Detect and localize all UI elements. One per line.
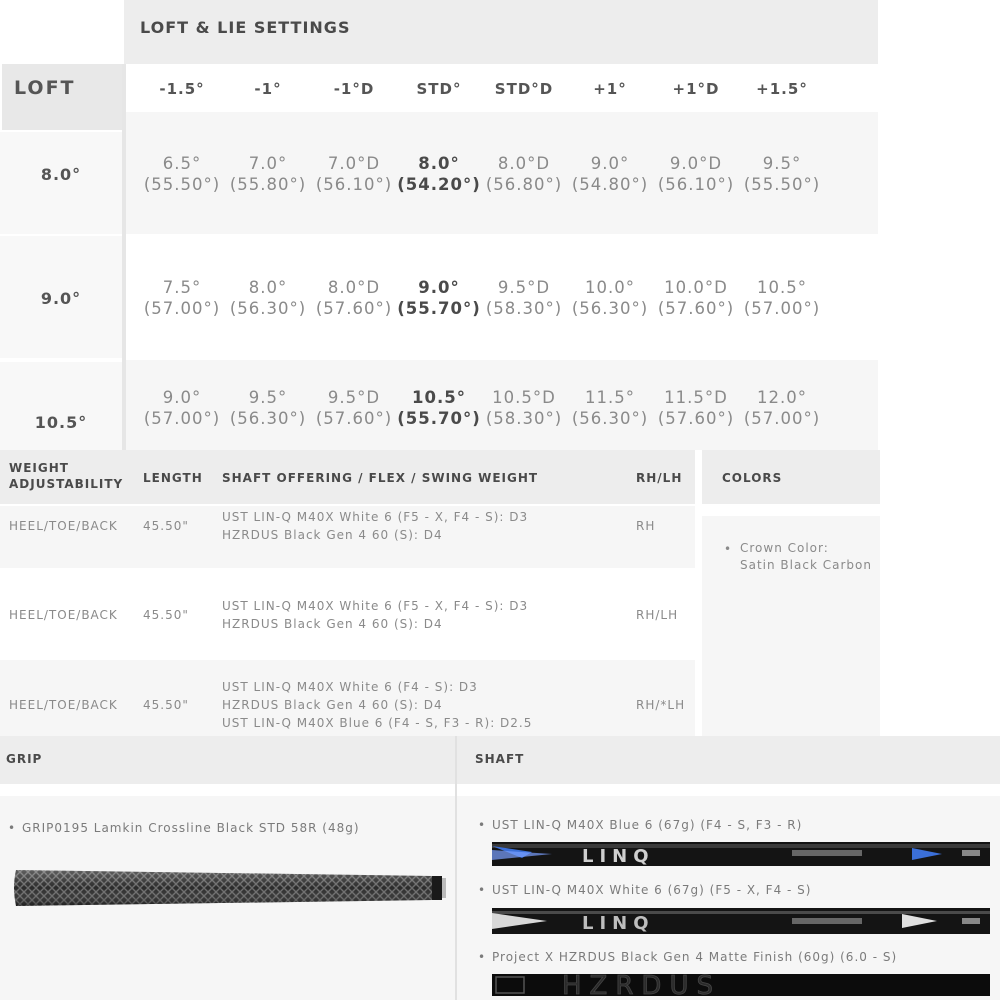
- loft-cell: 9.0° (57.00°): [143, 388, 221, 428]
- grip-header: GRIP: [6, 752, 43, 766]
- loft-cell: 10.0° (56.30°): [571, 278, 649, 318]
- loft-cell: 9.5°D (58.30°): [485, 278, 563, 318]
- loft-cell: 9.5°D (57.60°): [315, 388, 393, 428]
- loft-cell: 10.5°D (58.30°): [485, 388, 563, 428]
- header-colors: COLORS: [722, 471, 783, 485]
- col-header: STD°: [416, 80, 462, 98]
- shaft-bullet: •: [478, 818, 487, 832]
- loft-cell: 9.5° (55.50°): [743, 154, 821, 194]
- svg-text:LINQ: LINQ: [582, 913, 655, 934]
- grip-header-bar: [0, 736, 455, 784]
- header-weight-adjustability: WEIGHT ADJUSTABILITY: [9, 461, 124, 491]
- shaft-image-white: [492, 908, 990, 934]
- loft-lie-title-bar: [124, 0, 878, 64]
- loft-cell: 7.0°D (56.10°): [315, 154, 393, 194]
- col-header: -1.5°: [159, 80, 205, 98]
- col-header: -1°: [254, 80, 282, 98]
- spec-shafts: UST LIN-Q M40X White 6 (F5 - X, F4 - S): D3 HZRDUS Black Gen 4 60 (S): D4: [222, 599, 529, 631]
- header-length: LENGTH: [143, 471, 203, 485]
- shaft-image-blue: [492, 842, 990, 866]
- grip-image: [12, 864, 450, 912]
- svg-text:HZRDUS: HZRDUS: [562, 974, 721, 996]
- spec-weight: HEEL/TOE/BACK: [9, 519, 118, 533]
- loft-cell: 7.0° (55.80°): [229, 154, 307, 194]
- shaft-item-text: Project X HZRDUS Black Gen 4 Matte Finish (60g) (6.0 - S): [492, 950, 898, 964]
- svg-text:LINQ: LINQ: [582, 846, 655, 866]
- spec-length: 45.50": [143, 698, 189, 712]
- loft-lie-title: LOFT & LIE SETTINGS: [140, 18, 351, 37]
- loft-corner-blank: [0, 0, 124, 64]
- spec-hand: RH/*LH: [636, 698, 686, 712]
- header-shaft-offering: SHAFT OFFERING / FLEX / SWING WEIGHT: [222, 471, 539, 485]
- spec-weight: HEEL/TOE/BACK: [9, 608, 118, 622]
- loft-label: LOFT: [14, 77, 76, 99]
- shaft-image-hzrdus: [492, 974, 990, 996]
- colors-bullet: •: [724, 542, 733, 556]
- grip-shaft-divider: [455, 736, 457, 1000]
- row-loft-label: 10.5°: [34, 413, 88, 432]
- shaft-header-bar: [455, 736, 1000, 784]
- loft-cell: 10.5° (57.00°): [743, 278, 821, 318]
- loft-cell-std: 10.5° (55.70°): [397, 388, 481, 428]
- loft-cell: 8.0° (56.30°): [229, 278, 307, 318]
- loft-cell: 11.5°D (57.60°): [657, 388, 735, 428]
- spec-hand: RH/LH: [636, 608, 679, 622]
- loft-cell: 8.0°D (56.80°): [485, 154, 563, 194]
- spec-shafts: UST LIN-Q M40X White 6 (F4 - S): D3 HZRDUS Black Gen 4 60 (S): D4 UST LIN-Q M40X Blue 6 (F4 - S, F3 - R): D2.5: [222, 680, 533, 730]
- loft-label-band: [0, 362, 122, 450]
- crown-color-text: Crown Color: Satin Black Carbon: [740, 541, 872, 572]
- spec-weight: HEEL/TOE/BACK: [9, 698, 118, 712]
- spec-length: 45.50": [143, 519, 189, 533]
- loft-cell: 7.5° (57.00°): [143, 278, 221, 318]
- spec-hand: RH: [636, 519, 656, 533]
- loft-cell: 6.5° (55.50°): [143, 154, 221, 194]
- shaft-item-text: UST LIN-Q M40X Blue 6 (67g) (F4 - S, F3 - R): [492, 818, 803, 832]
- shaft-header: SHAFT: [475, 752, 525, 766]
- col-header: +1.5°: [756, 80, 808, 98]
- grip-bullet: •: [8, 821, 17, 835]
- loft-cell: 11.5° (56.30°): [571, 388, 649, 428]
- grip-item-text: GRIP0195 Lamkin Crossline Black STD 58R (48g): [22, 821, 360, 835]
- col-header: -1°D: [333, 80, 375, 98]
- row-loft-label: 9.0°: [40, 289, 82, 308]
- header-hand: RH/LH: [636, 471, 683, 485]
- loft-cell: 10.0°D (57.60°): [657, 278, 735, 318]
- loft-cell: 12.0° (57.00°): [743, 388, 821, 428]
- loft-cell-std: 9.0° (55.70°): [397, 278, 481, 318]
- spec-shafts: UST LIN-Q M40X White 6 (F5 - X, F4 - S): D3 HZRDUS Black Gen 4 60 (S): D4: [222, 510, 529, 542]
- loft-cell: 9.5° (56.30°): [229, 388, 307, 428]
- col-header: +1°: [593, 80, 627, 98]
- shaft-item-text: UST LIN-Q M40X White 6 (67g) (F5 - X, F4 - S): [492, 883, 812, 897]
- loft-divider: [122, 64, 126, 450]
- shaft-bullet: •: [478, 883, 487, 897]
- loft-cell: 9.0°D (56.10°): [657, 154, 735, 194]
- spec-length: 45.50": [143, 608, 189, 622]
- shaft-bullet: •: [478, 950, 487, 964]
- loft-cell: 9.0° (54.80°): [571, 154, 649, 194]
- col-header: +1°D: [672, 80, 720, 98]
- row-loft-label: 8.0°: [40, 165, 82, 184]
- col-header: STD°D: [494, 80, 554, 98]
- loft-cell-std: 8.0° (54.20°): [397, 154, 481, 194]
- loft-cell: 8.0°D (57.60°): [315, 278, 393, 318]
